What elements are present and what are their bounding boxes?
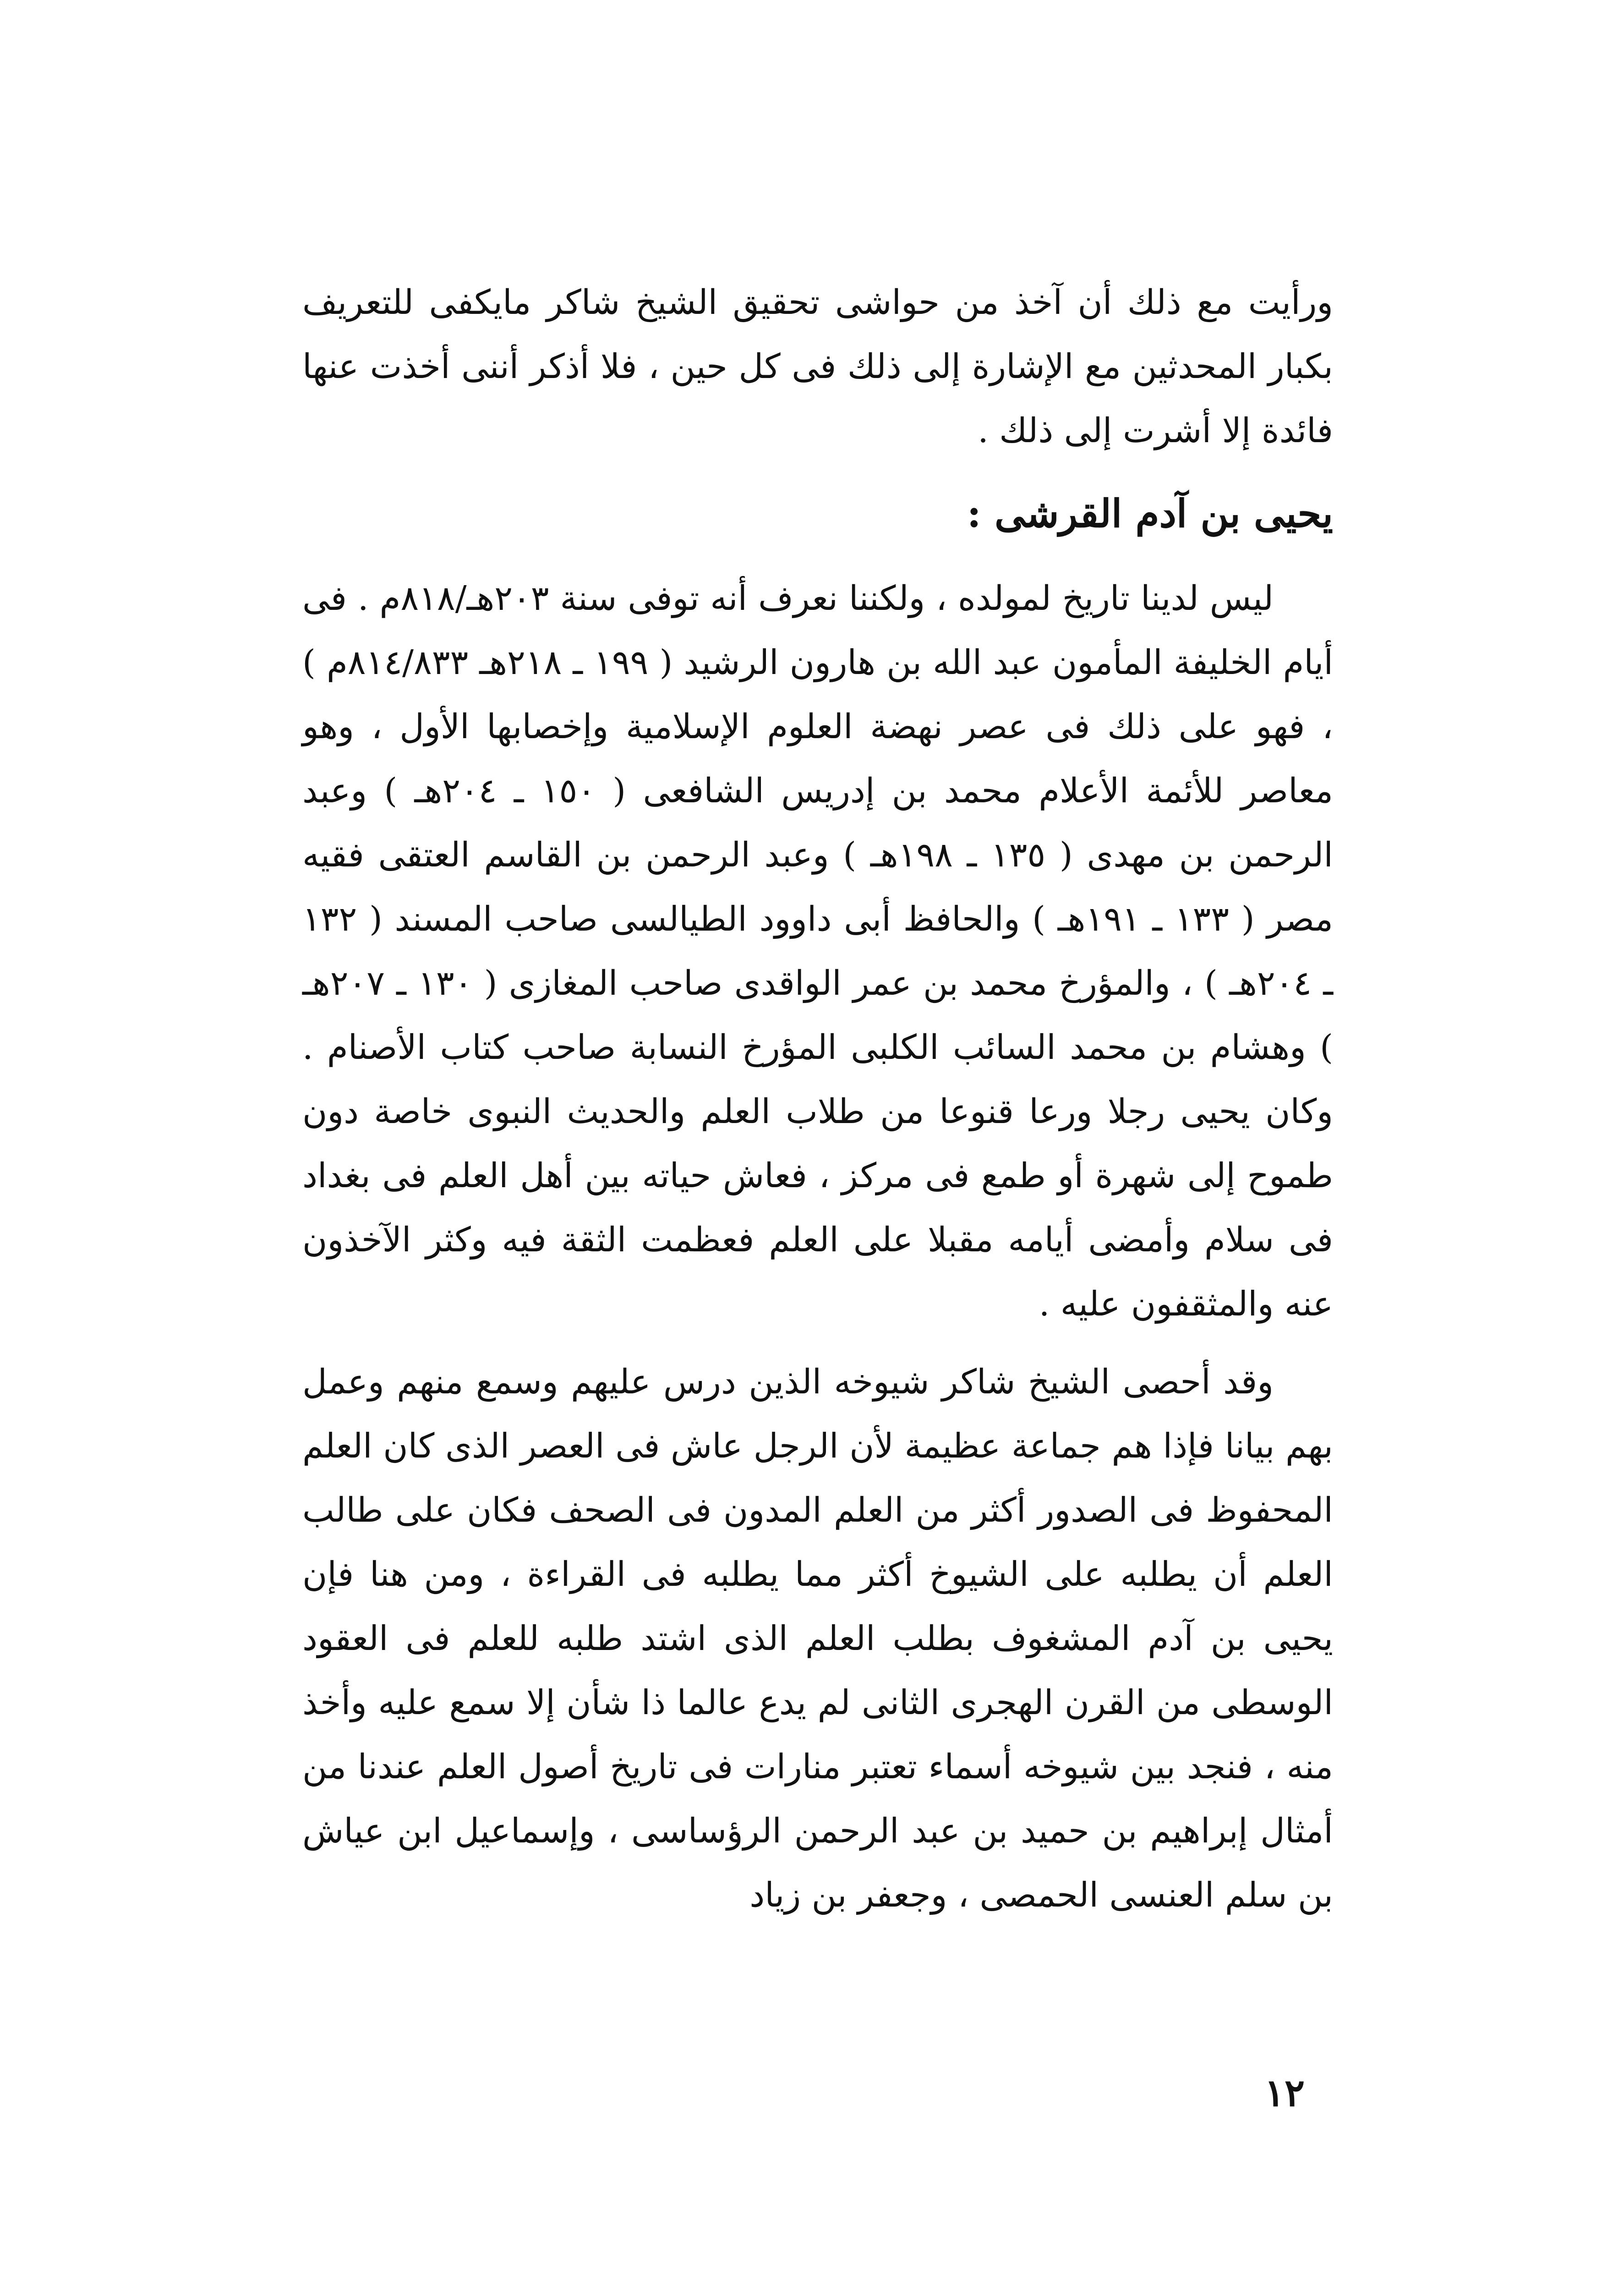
document-page <box>302 270 1333 1927</box>
page-number: ١٢ <box>1264 2071 1305 2115</box>
biography-paragraph: ليس لدينا تاريخ لمولده ، ولكننا نعرف أنه توفى سنة ٢٠٣هـ/٨١٨م . فى أيام الخليفة المأمون عبد الله بن هارون الرشيد ( ١٩٩ ـ ٢١٨هـ ٨١٤/٨٣٣م ) ، فهو على ذلك فى عصر نهضة العلوم الإسلامية وإخصابها الأول ، وهو معاصر للأئمة الأعلام محمد بن إدريس الشافعى ( ١٥٠ ـ ٢٠٤هـ ) وعبد الرحمن بن مهدى ( ١٣٥ ـ ١٩٨هـ ) وعبد الرحمن بن القاسم العتقى فقيه مصر ( ١٣٣ ـ ١٩١هـ ) والحافظ أبى داوود الطيالسى صاحب المسند ( ١٣٢ ـ ٢٠٤هـ ) ، والمؤرخ محمد بن عمر الواقدى صاحب المغازى ( ١٣٠ ـ ٢٠٧هـ ) وهشام بن محمد السائب الكلبى المؤرخ النسابة صاحب كتاب الأصنام . وكان يحيى رجلا ورعا قنوعا من طلاب العلم والحديث النبوى خاصة دون طموح إلى شهرة أو طمع فى مركز ، فعاش حياته بين أهل العلم فى بغداد فى سلام وأمضى أيامه مقبلا على العلم فعظمت الثقة فيه وكثر الآخذون عنه والمثقفون عليه . <box>302 579 1333 1324</box>
intro-paragraph: ورأيت مع ذلك أن آخذ من حواشى تحقيق الشيخ شاكر مايكفى للتعريف بكبار المحدثين مع الإشارة إلى ذلك فى كل حين ، فلا أذكر أننى أخذت عنها فائدة إلا أشرت إلى ذلك . <box>302 283 1333 450</box>
section-heading: يحيى بن آدم القرشى : <box>967 491 1333 536</box>
paragraph-spacer <box>302 1336 1333 1350</box>
teachers-paragraph: وقد أحصى الشيخ شاكر شيوخه الذين درس عليهم وسمع منهم وعمل بهم بيانا فإذا هم جماعة عظيمة لأن الرجل عاش فى العصر الذى كان العلم المحفوظ فى الصدور أكثر من العلم المدون فى الصحف فكان على طالب العلم أن يطلبه على الشيوخ أكثر مما يطلبه فى القراءة ، ومن هنا فإن يحيى بن آدم المشغوف بطلب العلم الذى اشتد طلبه للعلم فى العقود الوسطى من القرن الهجرى الثانى لم يدع عالما ذا شأن إلا سمع عليه وأخذ منه ، فنجد بين شيوخه أسماء تعتبر منارات فى تاريخ أصول العلم عندنا من أمثال إبراهيم بن حميد بن عبد الرحمن الرؤساسى ، وإسماعيل ابن عياش بن سلم العنسى الحمصى ، وجعفر بن زياد <box>302 1362 1333 1915</box>
